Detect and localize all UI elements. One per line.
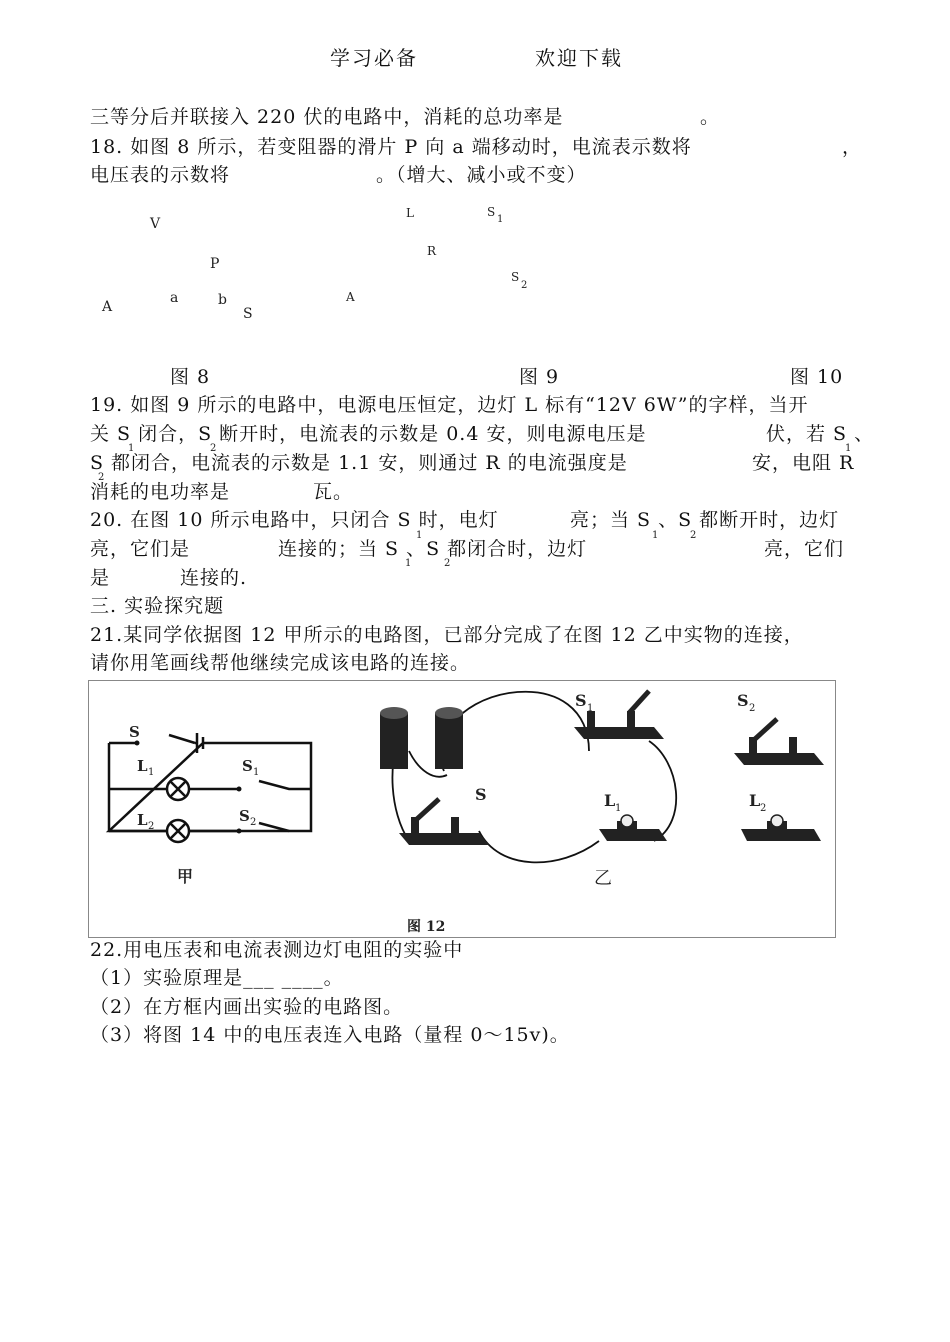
fig8-end-b-label: b [218,292,227,308]
question-20-line-3: 是 [90,567,111,589]
fig8-switch-label: S [243,306,253,322]
q20-sub-1c: 1 [405,558,412,569]
q20-sub-1a: 1 [416,530,423,541]
jia-switch-s-label: S [129,723,140,741]
question-20-line-1: 20. 在图 10 所示电路中，只闭合 S 时，电灯 [90,509,499,531]
fig9-ammeter-label: A [346,290,355,304]
q19-sub-2b: 2 [98,472,105,483]
q20-sub-2b: 2 [444,558,451,569]
question-18-line-1: 18. 如图 8 所示，若变阻器的滑片 P 向 a 端移动时，电流表示数将 [90,136,692,158]
jia-switch-s1-label: S [242,757,253,775]
text-line-1-end: 。 [700,106,721,128]
yi-lamp-l2-sub: 2 [760,803,767,814]
question-20-line-2: 亮，它们是 [90,538,191,560]
fig8-voltmeter-label: V [150,216,161,232]
switch-s2-icon [734,719,824,765]
lamp-l1-holder-icon [599,815,667,841]
q19-sub-1a: 1 [128,443,135,454]
jia-lamp-l1-sub: 1 [148,767,155,778]
question-18-line-2-end: 。（增大、减小或不变） [376,164,587,186]
jia-lamp-l1-label: L [137,757,148,775]
question-21-line-1: 21.某同学依据图 12 甲所示的电路图，已部分完成了在图 12 乙中实物的连接， [90,624,804,646]
question-21-line-2: 请你用笔画线帮他继续完成该电路的连接。 [90,652,471,674]
question-22-item-1: （1）实验原理是___ ____。 [90,967,344,989]
figure-12-drawing [89,681,835,937]
question-22-title: 22.用电压表和电流表测边灯电阻的实验中 [90,939,464,961]
question-22-item-2: （2）在方框内画出实验的电路图。 [90,996,404,1018]
figure-8-caption: 图 8 [170,366,211,388]
figure-12-title: 图 12 [407,919,446,935]
switch-s1-icon [574,691,664,739]
jia-switch-s1-sub: 1 [253,767,260,778]
fig9-switch1-sub: 1 [497,214,504,225]
question-19-line-4: 消耗的电功率是 [90,481,231,503]
q20-sub-2a: 2 [690,530,697,541]
question-19-line-4-end: 瓦。 [313,481,354,503]
question-20-line-2-mid: 连接的；当 S 、S 都闭合时，边灯 [278,538,588,560]
fig8-end-a-label: a [170,290,179,306]
jia-switch-s2-label: S [239,807,250,825]
switch-s-icon [399,799,489,845]
question-19-line-1: 19. 如图 9 所示的电路中，电源电压恒定，边灯 L 标有“12V 6W”的字样，当开 [90,394,809,416]
fig8-ammeter-label: A [102,299,113,315]
fig9-resistor-label: R [427,244,437,258]
figure-12 [88,680,836,938]
question-20-line-1-mid: 亮；当 S 、S 都断开时，边灯 [570,509,840,531]
yi-switch-s2-label: S [737,691,749,710]
yi-switch-s1-label: S [575,691,587,710]
lamp-l1-icon [167,778,189,800]
fig9-switch2-sub: 2 [521,280,528,291]
fig8-slider-label: P [210,256,220,272]
text-line-1: 三等分后并联接入 220 伏的电路中，消耗的总功率是 [90,106,564,128]
jia-switch-s2-sub: 2 [250,817,257,828]
yi-lamp-l2-label: L [749,791,761,810]
lamp-l2-holder-icon [741,815,821,841]
yi-caption: 乙 [594,868,612,889]
jia-lamp-l2-sub: 2 [148,821,155,832]
question-19-line-2-mid: 伏，若 S 、 [766,423,875,445]
q20-sub-1b: 1 [652,530,659,541]
fig9-lamp-label: L [406,206,414,220]
q19-sub-2a: 2 [210,443,217,454]
question-19-line-3-mid: 安，电阻 R [752,452,855,474]
question-20-line-3-end: 连接的. [180,567,248,589]
fig9-switch1-label: S [487,205,496,219]
yi-switch-s2-sub: 2 [749,703,756,714]
question-20-line-2-end: 亮，它们 [764,538,845,560]
lamp-l2-icon [167,820,189,842]
figure-9-caption: 图 9 [519,366,560,388]
yi-lamp-l1-label: L [604,791,616,810]
jia-caption: 甲 [177,867,194,886]
header-right: 欢迎下载 [535,46,623,70]
yi-switch-s-label: S [475,785,487,804]
fig9-switch2-label: S [511,270,520,284]
question-19-line-3: S 都闭合，电流表的示数是 1.1 安，则通过 R 的电流强度是 [90,452,628,474]
question-18-line-1-end: ， [842,136,863,158]
jia-lamp-l2-label: L [137,811,148,829]
question-19-line-2: 关 S 闭合，S 断开时，电流表的示数是 0.4 安，则电源电压是 [90,423,647,445]
question-22-item-3: （3）将图 14 中的电压表连入电路（量程 0～15v)。 [90,1024,570,1046]
question-18-line-2: 电压表的示数将 [90,164,231,186]
battery-icon [380,707,463,769]
q19-sub-1b: 1 [845,443,852,454]
figure-10-caption: 图 10 [790,366,844,388]
section-3-title: 三. 实验探究题 [90,595,225,617]
yi-switch-s1-sub: 1 [587,703,594,714]
yi-lamp-l1-sub: 1 [615,803,622,814]
header-left: 学习必备 [330,46,418,70]
